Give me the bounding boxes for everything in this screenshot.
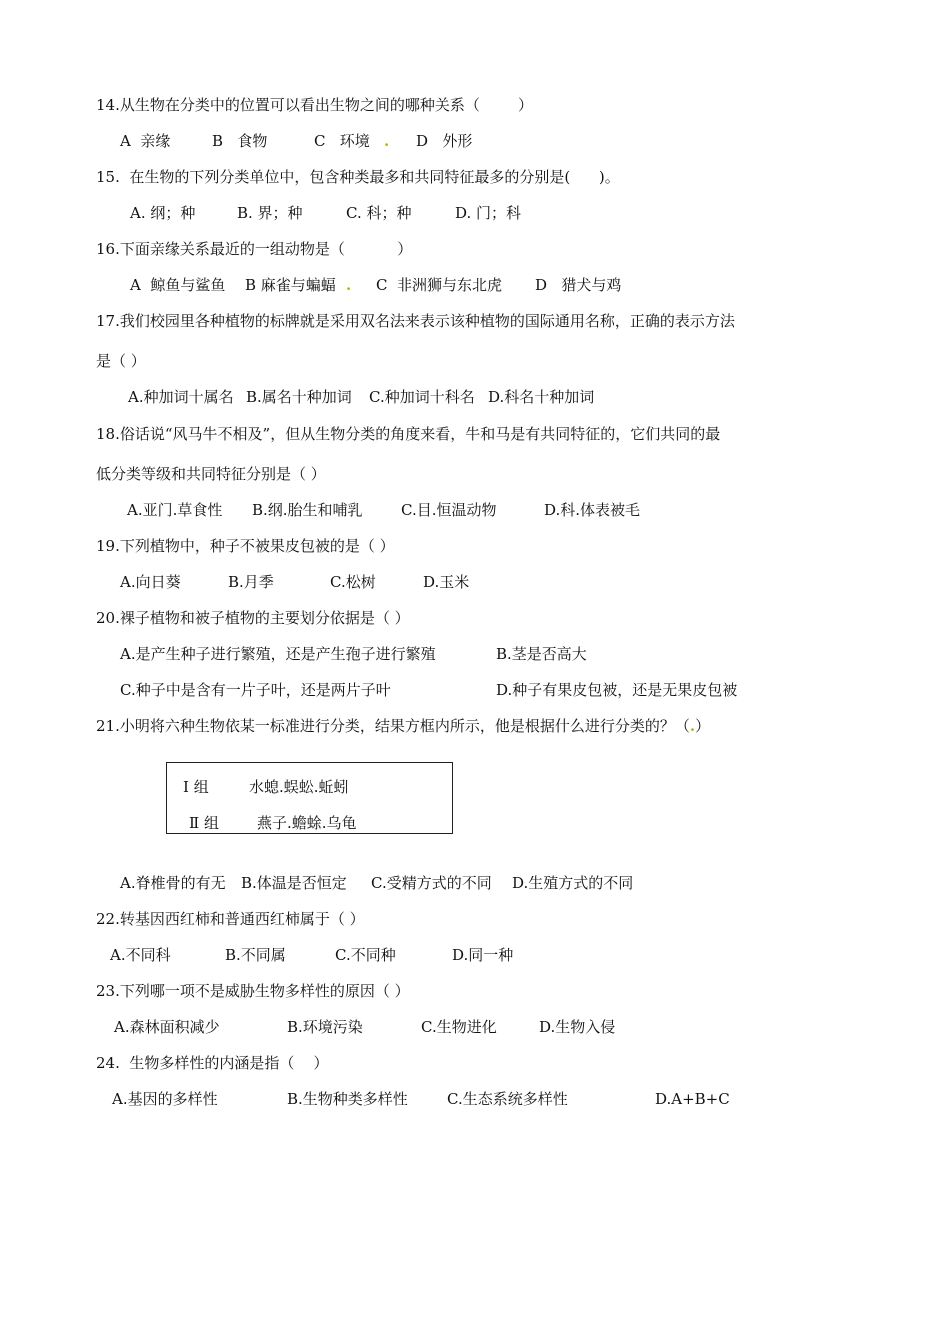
q19-option-d: D.玉米	[423, 573, 470, 591]
q18-option-c: C.目.恒温动物	[401, 501, 497, 519]
q21-option-a: A.脊椎骨的有无	[120, 874, 226, 892]
q17-option-b: B.属名十种加词	[246, 388, 352, 406]
question-24-stem: 24. 生物多样性的内涵是指（ ）	[96, 1054, 329, 1072]
question-17-stem-line2: 是（ ）	[96, 352, 146, 370]
q24-option-a: A.基因的多样性	[112, 1090, 218, 1108]
question-20-stem: 20.裸子植物和被子植物的主要划分依据是（ ）	[96, 609, 410, 627]
q23-option-d: D.生物入侵	[539, 1018, 616, 1036]
question-19-stem: 19.下列植物中，种子不被果皮包被的是（ ）	[96, 537, 395, 555]
q24-option-b: B.生物种类多样性	[287, 1090, 408, 1108]
q21-option-c: C.受精方式的不同	[371, 874, 492, 892]
question-14-stem: 14.从生物在分类中的位置可以看出生物之间的哪种关系（ ）	[96, 96, 534, 114]
q14-option-c: C 环境	[314, 132, 370, 150]
group-2-members: 燕子.蟾蜍.乌龟	[257, 814, 357, 832]
q18-option-a: A.亚门.草食性	[127, 501, 223, 519]
stray-dot-mark: .	[384, 132, 390, 150]
q17-option-a: A.种加词十属名	[128, 388, 234, 406]
group-1-members: 水螅.蜈蚣.蚯蚓	[249, 778, 349, 796]
q18-option-b: B.纲.胎生和哺乳	[252, 501, 363, 519]
q14-option-b: B 食物	[212, 132, 268, 150]
q20-option-b: B.茎是否高大	[496, 645, 587, 663]
q18-option-d: D.科.体表被毛	[544, 501, 641, 519]
q19-option-a: A.向日葵	[120, 573, 181, 591]
q21-option-d: D.生殖方式的不同	[512, 874, 634, 892]
classification-box	[166, 762, 453, 834]
question-21-stem-end: ）	[695, 717, 711, 735]
q17-option-d: D.科名十种加词	[488, 388, 595, 406]
q21-option-b: B.体温是否恒定	[241, 874, 347, 892]
q15-option-b: B. 界；种	[237, 204, 303, 222]
q16-option-d: D 猎犬与鸡	[535, 276, 622, 294]
q23-option-b: B.环境污染	[287, 1018, 363, 1036]
q23-option-c: C.生物进化	[421, 1018, 497, 1036]
q20-option-d: D.种子有果皮包被，还是无果皮包被	[496, 681, 738, 699]
q20-option-c: C.种子中是含有一片子叶，还是两片子叶	[120, 681, 391, 699]
q24-option-c: C.生态系统多样性	[447, 1090, 568, 1108]
question-22-stem: 22.转基因西红柿和普通西红柿属于（ ）	[96, 910, 365, 928]
q22-option-c: C.不同种	[335, 946, 396, 964]
q15-option-c: C. 科；种	[346, 204, 412, 222]
question-21-stem-text: 21.小明将六种生物依某一标准进行分类，结果方框内所示，他是根据什么进行分类的？（	[96, 717, 690, 735]
question-18-stem-line2: 低分类等级和共同特征分别是（ ）	[96, 465, 326, 483]
q17-option-c: C.种加词十科名	[369, 388, 475, 406]
group-2-label: Ⅱ 组	[189, 814, 219, 832]
q22-option-b: B.不同属	[225, 946, 286, 964]
q16-option-a: A 鲸鱼与鲨鱼	[130, 276, 226, 294]
q20-option-a: A.是产生种子进行繁殖，还是产生孢子进行繁殖	[120, 645, 436, 663]
question-16-stem: 16.下面亲缘关系最近的一组动物是（ ）	[96, 240, 413, 258]
q14-option-a: A 亲缘	[120, 132, 171, 150]
q19-option-b: B.月季	[228, 573, 274, 591]
question-21-stem	[96, 716, 710, 736]
stray-dot-mark: .	[689, 717, 696, 735]
q15-option-a: A. 纲；种	[130, 204, 196, 222]
q14-option-d: D 外形	[416, 132, 473, 150]
question-23-stem: 23.下列哪一项不是威胁生物多样性的原因（ ）	[96, 982, 410, 1000]
q16-option-b: B 麻雀与蝙蝠	[245, 276, 336, 294]
q22-option-d: D.同一种	[452, 946, 514, 964]
group-1-label: Ⅰ 组	[183, 778, 209, 796]
q22-option-a: A.不同科	[110, 946, 171, 964]
stray-dot-mark: .	[346, 276, 352, 294]
question-15-stem: 15. 在生物的下列分类单位中，包含种类最多和共同特征最多的分别是( )。	[96, 168, 620, 186]
q16-option-c: C 非洲狮与东北虎	[376, 276, 503, 294]
q23-option-a: A.森林面积减少	[114, 1018, 220, 1036]
question-18-stem-line1: 18.俗话说“风马牛不相及”，但从生物分类的角度来看，牛和马是有共同特征的，它们共同的最	[96, 425, 721, 443]
question-17-stem-line1: 17.我们校园里各种植物的标牌就是采用双名法来表示该种植物的国际通用名称，正确的表示方法	[96, 312, 735, 330]
q15-option-d: D. 门；科	[455, 204, 522, 222]
q19-option-c: C.松树	[330, 573, 376, 591]
q24-option-d: D.A+B+C	[655, 1090, 730, 1108]
